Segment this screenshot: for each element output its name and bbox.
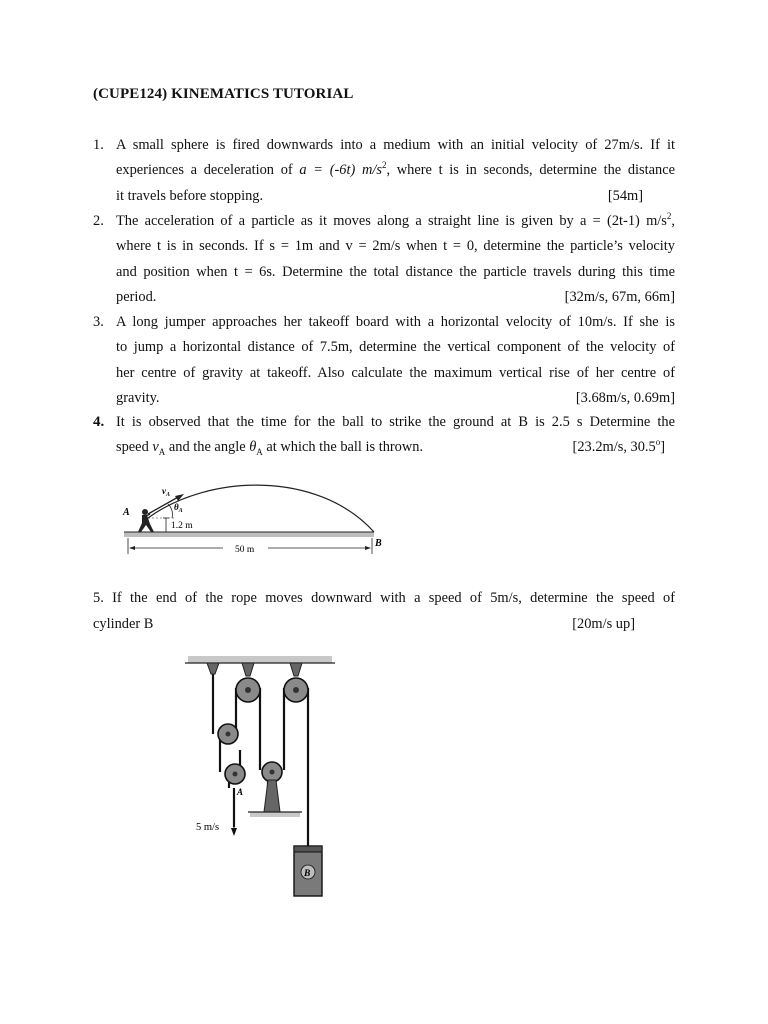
answer: [32m/s, 67m, 66m]	[564, 288, 675, 305]
question-line: experiences a deceleration of a = (-6t) $m/s^2$, where t is in seconds, determine the distance	[116, 160, 675, 179]
question-line: it travels before stopping. [54m]	[116, 184, 675, 209]
answer: [54m]	[607, 187, 643, 204]
question-number: 4.	[93, 414, 105, 430]
answer: [23.2m/s, 30.5$^o$]	[572, 437, 665, 456]
cylinder-b-label: B	[304, 869, 311, 879]
question-2	[93, 209, 675, 310]
question-line: to jump a horizontal distance of 7.5m, determine the vertical component of the velocity of	[116, 339, 675, 356]
question-line: and position when t = 6s. Determine the total distance the particle travels during this time	[116, 263, 675, 280]
answer: [20m/s up]	[572, 616, 635, 632]
question-line: where t is in seconds. If s = 1m and v = 2m/s when t = 0, determine the particle’s velocity	[116, 238, 675, 255]
question-line: 5. If the end of the rope moves downward with a speed of 5m/s, determine the speed of	[93, 590, 675, 606]
ceiling	[185, 656, 335, 663]
question-5	[93, 585, 675, 637]
pulley-wheels	[218, 678, 308, 784]
height-label: 1.2 m	[171, 521, 193, 531]
projectile-figure	[118, 474, 393, 560]
speed-label: 5 m/s	[196, 822, 220, 833]
point-b-label: B	[375, 538, 382, 549]
floor-mount	[248, 780, 302, 817]
ground	[124, 532, 374, 537]
question-1	[93, 133, 675, 209]
distance-label: 50 m	[235, 545, 255, 555]
question-line: The acceleration of a particle as it moves along a straight line is given by a = (2t-1) $m/s^2$,	[116, 211, 675, 229]
point-a-label: A	[237, 787, 244, 797]
question-number: 1.	[93, 137, 104, 153]
question-3	[93, 310, 675, 411]
question-line: It is observed that the time for the ball to strike the ground at B is 2.5 s Determine the	[116, 414, 675, 430]
speed-arrow	[231, 814, 237, 836]
question-line: gravity. [3.68m/s, 0.69m]	[116, 386, 675, 411]
point-a-label: A	[123, 507, 130, 518]
question-line: A small sphere is fired downwards into a medium with an initial velocity of 27m/s. If it	[116, 137, 675, 153]
question-line: period. [32m/s, 67m, 66m]	[116, 285, 675, 310]
angle-arc	[168, 504, 173, 518]
question-line: cylinder B [20m/s up]	[93, 611, 675, 637]
question-number: 3.	[93, 314, 104, 330]
angle-label: $\theta_A$	[174, 502, 183, 514]
page-title: (CUPE124) KINEMATICS TUTORIAL	[93, 86, 354, 102]
question-line: speed $v_A$ and the angle $\theta_A$ at which the ball is thrown. [23.2m/s, 30.5$^o$]	[116, 435, 675, 460]
answer: [3.68m/s, 0.69m]	[575, 389, 675, 406]
question-line: her centre of gravity at takeoff. Also calculate the maximum vertical rise of her centre of	[116, 364, 675, 381]
pulley-figure	[180, 652, 340, 902]
velocity-label: $v_A$	[162, 486, 171, 498]
question-4	[93, 410, 675, 461]
question-line: A long jumper approaches her takeoff board with a horizontal velocity of 10m/s. If she is	[116, 314, 675, 330]
hangers	[207, 663, 302, 676]
question-number: 2.	[93, 213, 104, 229]
